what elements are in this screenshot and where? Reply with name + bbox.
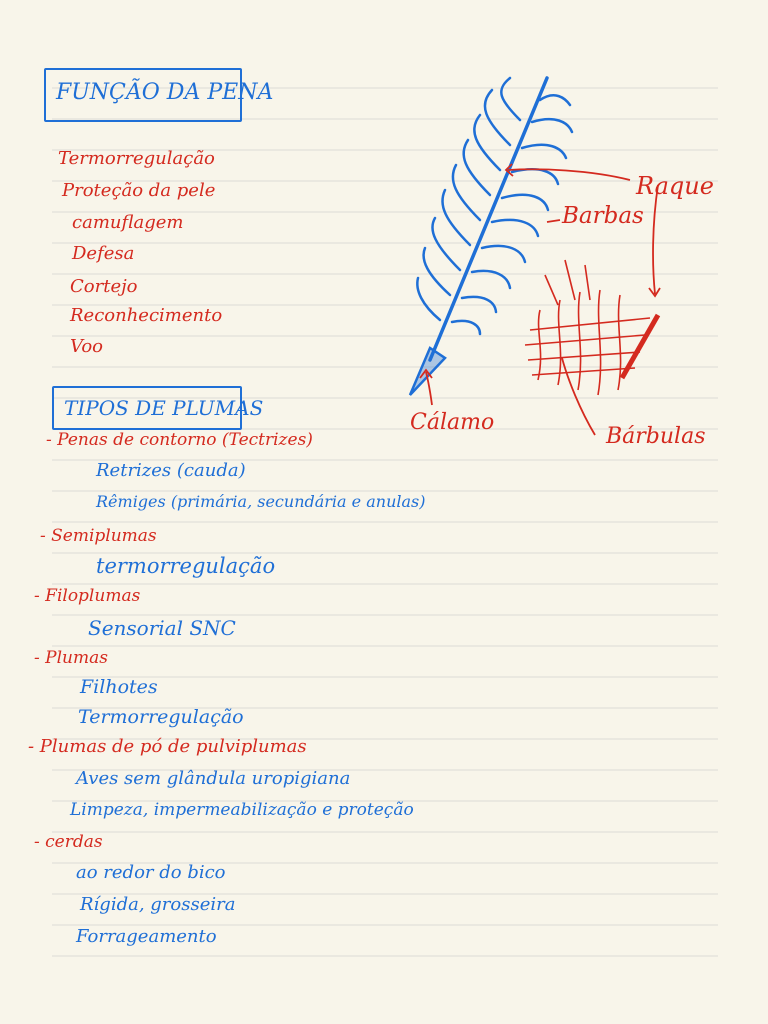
- section2-title: TIPOS DE PLUMAS: [64, 396, 264, 420]
- section1-item: Proteção da pele: [62, 180, 216, 201]
- section2-title-box: [52, 386, 264, 430]
- label-barbulas: Bárbulas: [606, 424, 706, 449]
- section1-item: Voo: [70, 336, 104, 357]
- section1-item: Defesa: [72, 243, 135, 264]
- group-heading: - Filoplumas: [34, 586, 141, 606]
- group-heading: - Penas de contorno (Tectrizes): [46, 430, 313, 450]
- section1-item: Termorregulação: [58, 148, 215, 169]
- group-sub: Termorregulação: [78, 706, 244, 728]
- label-barbas: Barbas: [562, 203, 644, 229]
- group-sub: ao redor do bico: [76, 862, 226, 883]
- group-sub: termorregulação: [96, 554, 276, 578]
- group-sub: Aves sem glândula uropigiana: [76, 768, 351, 789]
- group-sub: Forrageamento: [76, 926, 217, 947]
- section1-title: FUNÇÃO DA PENA: [56, 80, 274, 105]
- group-sub: Retrizes (cauda): [96, 460, 246, 481]
- group-heading: - Semiplumas: [40, 526, 157, 546]
- section1-item: Cortejo: [70, 276, 138, 297]
- group-heading: - cerdas: [34, 832, 103, 852]
- section1-title-box: [44, 68, 274, 122]
- feather-icon: [410, 78, 572, 395]
- section1-item: camuflagem: [72, 212, 184, 233]
- group-sub: Filhotes: [80, 676, 158, 698]
- group-sub: Sensorial SNC: [88, 616, 236, 640]
- label-calamo: Cálamo: [410, 410, 495, 435]
- section1-item: Reconhecimento: [70, 305, 223, 326]
- group-sub: Rígida, grosseira: [80, 894, 236, 915]
- group-heading: - Plumas de pó de pulviplumas: [28, 736, 307, 757]
- barbules-icon: [525, 260, 658, 395]
- group-sub: Limpeza, impermeabilização e proteção: [70, 800, 414, 820]
- group-sub: Rêmiges (primária, secundária e anulas): [96, 492, 426, 511]
- feather-diagram: [390, 60, 760, 460]
- group-heading: - Plumas: [34, 648, 108, 668]
- label-raque: Raque: [636, 172, 714, 200]
